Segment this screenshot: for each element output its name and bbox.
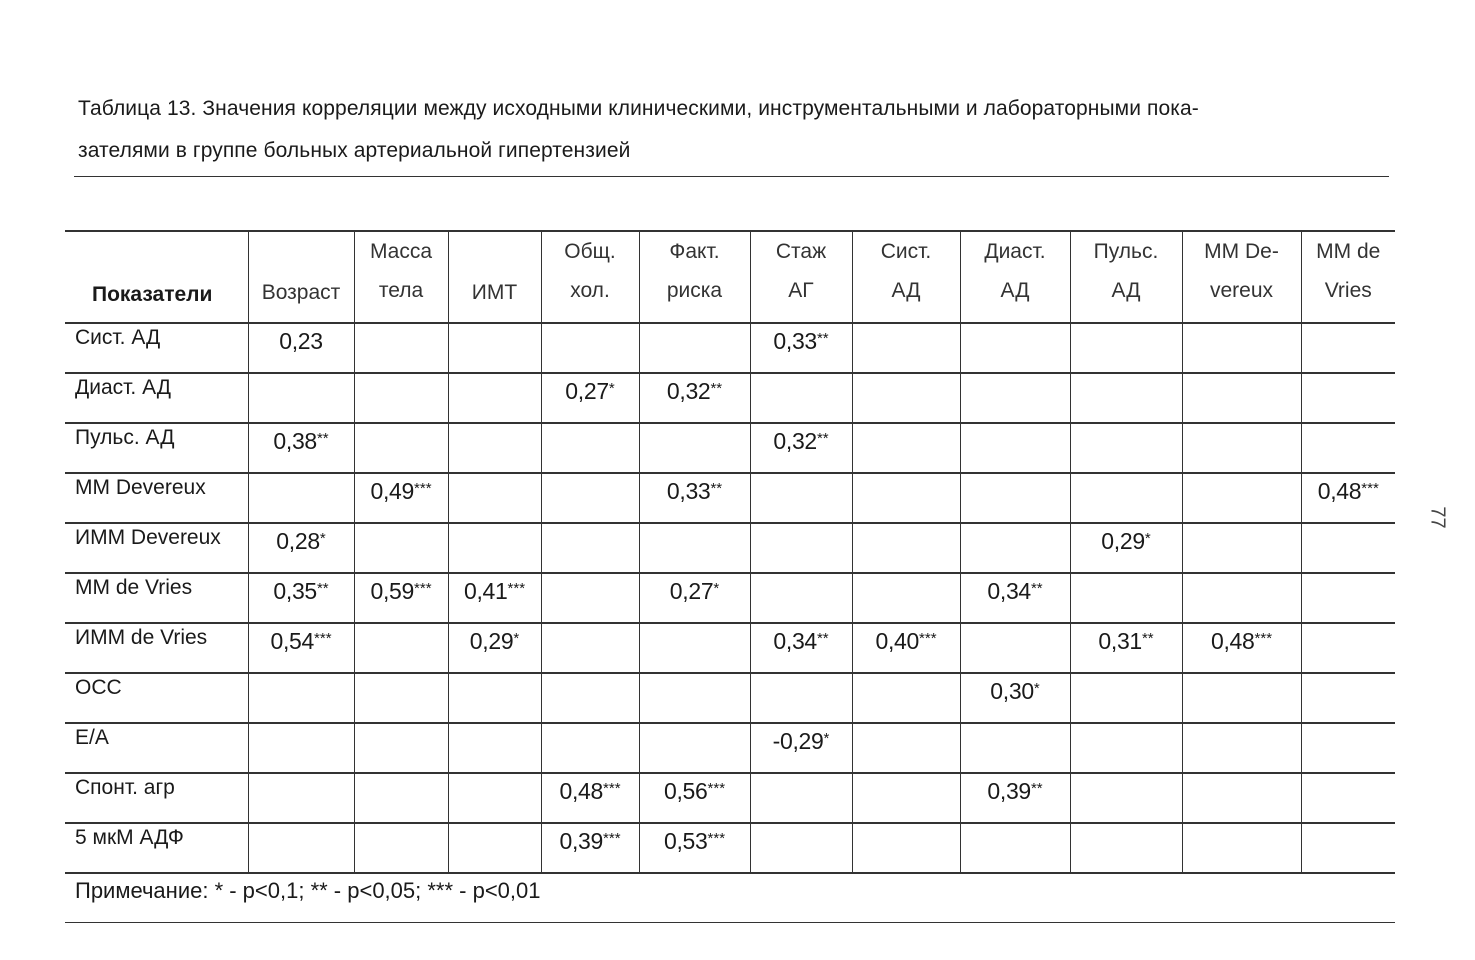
row-label: E/A — [65, 723, 248, 773]
significance-stars: ** — [1030, 580, 1043, 597]
table-cell — [1070, 423, 1182, 473]
table-cell — [960, 373, 1070, 423]
column-header-line: Vries — [1324, 279, 1372, 302]
correlation-value: 0,32 — [666, 378, 711, 404]
caption-line-1: Таблица 13. Значения корреляции между исходными клиническими, инструментальными и лабораторными пока- — [78, 97, 1199, 120]
table-cell — [1070, 373, 1182, 423]
table-row — [65, 823, 1395, 873]
table-cell — [639, 623, 750, 673]
table-cell — [248, 323, 354, 373]
table-cell — [541, 723, 639, 773]
table-cell — [750, 673, 852, 723]
significance-stars: * — [513, 630, 520, 647]
table-cell — [1070, 723, 1182, 773]
row-label: Сист. АД — [65, 323, 248, 373]
significance-stars: ** — [816, 430, 829, 447]
column-header-line: Пульс. — [1093, 240, 1159, 263]
table-cell — [541, 323, 639, 373]
correlation-value: 0,35 — [273, 578, 317, 604]
row-label: ММ Devereux — [65, 473, 248, 523]
column-header-line: АД — [1111, 279, 1141, 302]
table-cell — [448, 573, 541, 623]
row-label: Спонт. агр — [65, 773, 248, 823]
table-cell — [541, 573, 639, 623]
column-header-pulse_bp — [1070, 231, 1182, 323]
significance-stars: * — [823, 730, 830, 747]
correlation-value: 0,28 — [276, 528, 320, 554]
table-cell — [354, 373, 448, 423]
column-header-line: риска — [666, 279, 723, 302]
table-cell — [354, 823, 448, 873]
column-header-line: хол. — [570, 279, 610, 302]
correlation-value: 0,33 — [666, 478, 711, 504]
column-header-mm_devereux — [1182, 231, 1301, 323]
table-cell — [248, 623, 354, 673]
table-cell — [1301, 823, 1395, 873]
row-label: Диаст. АД — [65, 373, 248, 423]
table-row — [65, 673, 1395, 723]
correlation-value: 0,41 — [463, 578, 508, 604]
table-cell — [248, 423, 354, 473]
column-header-line: ИМТ — [471, 281, 518, 304]
table-cell — [750, 323, 852, 373]
correlation-value: 0,33 — [773, 328, 817, 354]
significance-stars: ** — [316, 430, 329, 447]
table-body — [65, 323, 1395, 873]
column-header-line: Общ. — [564, 240, 616, 263]
column-header-indicators — [65, 231, 248, 323]
correlation-value: 0,49 — [370, 478, 415, 504]
table-cell — [852, 423, 960, 473]
row-label: ИММ de Vries — [65, 623, 248, 673]
column-header-bmi — [448, 231, 541, 323]
table-cell — [448, 423, 541, 473]
table-cell — [1182, 573, 1301, 623]
table-cell — [1182, 673, 1301, 723]
table-cell — [354, 573, 448, 623]
table-cell — [354, 723, 448, 773]
table-cell — [639, 373, 750, 423]
table-cell — [750, 423, 852, 473]
column-header-line: Стаж — [775, 240, 827, 263]
table-cell — [852, 523, 960, 573]
significance-stars: *** — [603, 830, 621, 847]
table-cell — [960, 323, 1070, 373]
table-cell — [1070, 323, 1182, 373]
significance-stars: * — [713, 580, 720, 597]
table-cell — [960, 423, 1070, 473]
table-cell — [750, 823, 852, 873]
table-cell — [354, 673, 448, 723]
column-header-mm_devries — [1301, 231, 1395, 323]
column-header-line: АД — [891, 279, 921, 302]
table-cell — [1301, 573, 1395, 623]
table-cell — [1301, 623, 1395, 673]
column-header-risk_factors — [639, 231, 750, 323]
table-cell — [750, 573, 852, 623]
table-cell — [960, 473, 1070, 523]
column-header-line: АД — [1000, 279, 1030, 302]
table-cell — [541, 773, 639, 823]
table-cell — [960, 723, 1070, 773]
table-cell — [639, 723, 750, 773]
table-cell — [1070, 573, 1182, 623]
correlation-value: 0,32 — [773, 428, 817, 454]
correlation-value: 0,59 — [370, 578, 415, 604]
significance-stars: *** — [707, 830, 726, 847]
table-cell — [448, 773, 541, 823]
table-row — [65, 323, 1395, 373]
table-cell — [1301, 773, 1395, 823]
table-cell — [852, 723, 960, 773]
column-header-line: ММ de — [1316, 240, 1381, 263]
significance-stars: * — [319, 530, 326, 547]
table-cell — [852, 673, 960, 723]
table-cell — [1070, 623, 1182, 673]
correlation-value: 0,56 — [663, 778, 708, 804]
column-header-line: Показатели — [92, 283, 213, 306]
table-cell — [1301, 673, 1395, 723]
correlation-value: 0,39 — [559, 828, 604, 854]
significance-stars: *** — [314, 630, 332, 647]
column-header-line: Диаст. — [984, 240, 1046, 263]
column-header-sys_bp — [852, 231, 960, 323]
table-cell — [541, 473, 639, 523]
correlation-value: 0,27 — [565, 378, 609, 404]
column-header-body_mass — [354, 231, 448, 323]
column-header-line: Возраст — [261, 281, 341, 304]
table-cell — [354, 773, 448, 823]
table-cell — [448, 823, 541, 873]
correlation-value: 0,48 — [1317, 478, 1362, 504]
significance-stars: *** — [414, 480, 432, 497]
correlation-value: 0,39 — [987, 778, 1031, 804]
significance-stars: ** — [816, 630, 829, 647]
table-cell — [541, 423, 639, 473]
table-cell — [248, 373, 354, 423]
table-cell — [960, 623, 1070, 673]
correlation-value: -0,29 — [772, 728, 824, 754]
correlation-value: 0,53 — [663, 828, 708, 854]
table-cell — [541, 623, 639, 673]
correlation-value: 0,27 — [669, 578, 714, 604]
table-cell — [248, 673, 354, 723]
column-header-line: Факт. — [669, 240, 720, 263]
correlation-table — [65, 230, 1395, 923]
significance-stars: ** — [710, 380, 723, 397]
table-header-row — [65, 231, 1395, 323]
table-cell — [1301, 473, 1395, 523]
caption-line-2: зателями в группе больных артериальной гипертензией — [78, 139, 631, 162]
correlation-value: 0,23 — [279, 328, 323, 354]
table-cell — [852, 623, 960, 673]
correlation-value: 0,31 — [1098, 628, 1142, 654]
table-cell — [248, 523, 354, 573]
table-cell — [1182, 473, 1301, 523]
table-cell — [448, 673, 541, 723]
column-header-line: Масса — [369, 240, 433, 263]
correlation-value: 0,34 — [773, 628, 817, 654]
table-cell — [960, 773, 1070, 823]
table-cell — [248, 473, 354, 523]
table-cell — [248, 773, 354, 823]
table-cell — [448, 723, 541, 773]
significance-stars: *** — [507, 580, 526, 597]
table-cell — [448, 623, 541, 673]
table-cell — [541, 823, 639, 873]
table-cell — [1301, 423, 1395, 473]
correlation-value: 0,30 — [990, 678, 1034, 704]
table-cell — [750, 623, 852, 673]
table-cell — [1301, 323, 1395, 373]
significance-stars: ** — [816, 330, 829, 347]
correlation-value: 0,54 — [270, 628, 315, 654]
significance-stars: *** — [603, 780, 621, 797]
column-header-total_chol — [541, 231, 639, 323]
row-label: ОСС — [65, 673, 248, 723]
column-header-age — [248, 231, 354, 323]
table-cell — [750, 523, 852, 573]
table-row — [65, 523, 1395, 573]
table-row — [65, 723, 1395, 773]
table-cell — [960, 673, 1070, 723]
table-cell — [1070, 523, 1182, 573]
table-cell — [852, 323, 960, 373]
table-cell — [639, 773, 750, 823]
table-cell — [1182, 773, 1301, 823]
column-header-line: Сист. — [880, 240, 932, 263]
table-cell — [750, 723, 852, 773]
correlation-value: 0,48 — [1210, 628, 1255, 654]
significance-stars: ** — [1141, 630, 1154, 647]
table-cell — [639, 523, 750, 573]
significance-stars: ** — [316, 580, 329, 597]
table-cell — [960, 523, 1070, 573]
significance-stars: * — [608, 380, 615, 397]
significance-stars: * — [1144, 530, 1151, 547]
table-cell — [1182, 373, 1301, 423]
table-cell — [354, 623, 448, 673]
column-header-ag_duration — [750, 231, 852, 323]
correlation-value: 0,40 — [875, 628, 920, 654]
table-cell — [639, 823, 750, 873]
table-cell — [639, 473, 750, 523]
table-cell — [541, 673, 639, 723]
table-cell — [1070, 673, 1182, 723]
significance-stars: *** — [919, 630, 937, 647]
table-cell — [448, 523, 541, 573]
table-cell — [354, 473, 448, 523]
table-cell — [1070, 823, 1182, 873]
table-cell — [852, 473, 960, 523]
table-cell — [852, 823, 960, 873]
table-cell — [1182, 823, 1301, 873]
table-note: Примечание: * - p<0,1; ** - p<0,05; *** - p<0,01 — [65, 873, 1395, 923]
column-header-line: vereux — [1209, 279, 1274, 302]
column-header-line: АГ — [788, 279, 814, 302]
table-note-row — [65, 873, 1395, 923]
column-header-line: тела — [378, 279, 424, 302]
table-caption — [78, 88, 1388, 172]
table-cell — [1070, 473, 1182, 523]
table-row — [65, 623, 1395, 673]
table-cell — [541, 523, 639, 573]
table-cell — [354, 323, 448, 373]
table-row — [65, 473, 1395, 523]
table-row — [65, 423, 1395, 473]
table-row — [65, 373, 1395, 423]
table-cell — [248, 723, 354, 773]
significance-stars: * — [1033, 680, 1040, 697]
table-cell — [541, 373, 639, 423]
correlation-value: 0,29 — [469, 628, 514, 654]
page-number: 77 — [1426, 506, 1449, 529]
correlation-value: 0,34 — [987, 578, 1031, 604]
table-cell — [248, 823, 354, 873]
table-cell — [639, 673, 750, 723]
correlation-value: 0,38 — [273, 428, 317, 454]
table-cell — [960, 823, 1070, 873]
table-cell — [639, 323, 750, 373]
table-row — [65, 773, 1395, 823]
table-cell — [1182, 623, 1301, 673]
significance-stars: *** — [1361, 480, 1379, 497]
significance-stars: ** — [1030, 780, 1043, 797]
table-cell — [248, 573, 354, 623]
column-header-dia_bp — [960, 231, 1070, 323]
table-cell — [750, 473, 852, 523]
row-label: ММ de Vries — [65, 573, 248, 623]
caption-divider — [74, 176, 1389, 177]
table-cell — [1301, 373, 1395, 423]
table-cell — [852, 373, 960, 423]
table-cell — [960, 573, 1070, 623]
row-label: 5 мкМ АДФ — [65, 823, 248, 873]
significance-stars: *** — [414, 580, 432, 597]
table-cell — [1182, 523, 1301, 573]
table-cell — [1301, 523, 1395, 573]
table-cell — [448, 323, 541, 373]
table-cell — [750, 373, 852, 423]
table-cell — [354, 523, 448, 573]
table-cell — [1182, 323, 1301, 373]
column-header-line: ММ De- — [1204, 240, 1279, 263]
table-cell — [639, 573, 750, 623]
significance-stars: ** — [710, 480, 723, 497]
table-cell — [639, 423, 750, 473]
row-label: Пульс. АД — [65, 423, 248, 473]
table-cell — [354, 423, 448, 473]
table-cell — [852, 573, 960, 623]
correlation-value: 0,29 — [1101, 528, 1145, 554]
significance-stars: *** — [1254, 630, 1273, 647]
table-row — [65, 573, 1395, 623]
table-cell — [1070, 773, 1182, 823]
table-cell — [1301, 723, 1395, 773]
significance-stars: *** — [707, 780, 726, 797]
table-cell — [750, 773, 852, 823]
table-cell — [1182, 723, 1301, 773]
table-cell — [852, 773, 960, 823]
correlation-value: 0,48 — [559, 778, 604, 804]
table-cell — [448, 373, 541, 423]
row-label: ИММ Devereux — [65, 523, 248, 573]
table-cell — [448, 473, 541, 523]
table-cell — [1182, 423, 1301, 473]
